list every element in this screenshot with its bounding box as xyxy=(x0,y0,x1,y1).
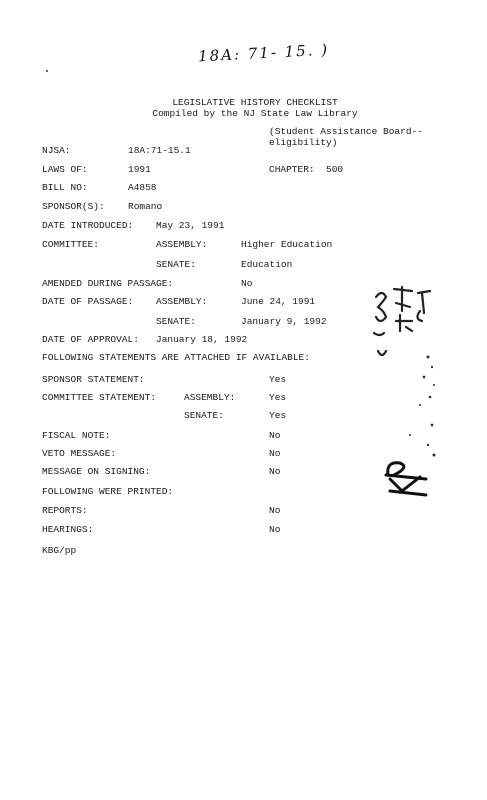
passage-senate-label: SENATE: xyxy=(156,316,196,327)
committee-assembly-label: ASSEMBLY: xyxy=(156,239,208,250)
introduced-label: DATE INTRODUCED: xyxy=(42,220,134,231)
introduced-value: May 23, 1991 xyxy=(156,220,225,231)
sponsor-statement-value: Yes xyxy=(269,374,287,385)
signing-value: No xyxy=(269,466,281,477)
approval-label: DATE OF APPROVAL: xyxy=(42,334,139,345)
checklist-subtitle: Compiled by the NJ State Law Library xyxy=(152,108,358,119)
bill-label: BILL NO: xyxy=(42,182,88,193)
signing-label: MESSAGE ON SIGNING: xyxy=(42,466,151,477)
veto-value: No xyxy=(269,448,281,459)
subject-note-line1: (Student Assistance Board-- xyxy=(269,126,423,137)
sponsor-statement-label: SPONSOR STATEMENT: xyxy=(42,374,145,385)
committee-label: COMMITTEE: xyxy=(42,239,100,250)
chapter-value: 500 xyxy=(326,164,344,175)
approval-value: January 18, 1992 xyxy=(156,334,248,345)
chapter-label: CHAPTER: xyxy=(269,164,315,175)
laws-value: 1991 xyxy=(128,164,151,175)
handwritten-citation: 18A: 71- 15. ) xyxy=(197,40,330,66)
committee-senate-value: Education xyxy=(241,259,293,270)
hearings-label: HEARINGS: xyxy=(42,524,94,535)
reports-value: No xyxy=(269,505,281,516)
committee-statement-senate-value: Yes xyxy=(269,410,287,421)
bill-value: A4858 xyxy=(128,182,157,193)
committee-senate-label: SENATE: xyxy=(156,259,196,270)
scan-speck xyxy=(46,70,48,72)
njsa-label: NJSA: xyxy=(42,145,71,156)
amended-label: AMENDED DURING PASSAGE: xyxy=(42,278,174,289)
njsa-value: 18A:71-15.1 xyxy=(128,145,191,156)
passage-assembly-value: June 24, 1991 xyxy=(241,296,316,307)
committee-statement-assembly-label: ASSEMBLY: xyxy=(184,392,236,403)
passage-senate-value: January 9, 1992 xyxy=(241,316,327,327)
attached-heading: FOLLOWING STATEMENTS ARE ATTACHED IF AVAILABLE: xyxy=(42,352,310,363)
committee-statement-assembly-value: Yes xyxy=(269,392,287,403)
laws-label: LAWS OF: xyxy=(42,164,88,175)
passage-assembly-label: ASSEMBLY: xyxy=(156,296,208,307)
veto-label: VETO MESSAGE: xyxy=(42,448,117,459)
printed-heading: FOLLOWING WERE PRINTED: xyxy=(42,486,174,497)
fiscal-value: No xyxy=(269,430,281,441)
typist-initials: KBG/pp xyxy=(42,545,77,556)
reports-label: REPORTS: xyxy=(42,505,88,516)
committee-assembly-value: Higher Education xyxy=(241,239,333,250)
fiscal-label: FISCAL NOTE: xyxy=(42,430,111,441)
checklist-title: LEGISLATIVE HISTORY CHECKLIST xyxy=(172,97,338,108)
passage-label: DATE OF PASSAGE: xyxy=(42,296,134,307)
sponsor-label: SPONSOR(S): xyxy=(42,201,105,212)
committee-statement-senate-label: SENATE: xyxy=(184,410,224,421)
sponsor-value: Romano xyxy=(128,201,163,212)
subject-note-line2: eligibility) xyxy=(269,137,338,148)
faded-stamp-mark xyxy=(372,285,442,515)
amended-value: No xyxy=(241,278,253,289)
committee-statement-label: COMMITTEE STATEMENT: xyxy=(42,392,157,403)
hearings-value: No xyxy=(269,524,281,535)
